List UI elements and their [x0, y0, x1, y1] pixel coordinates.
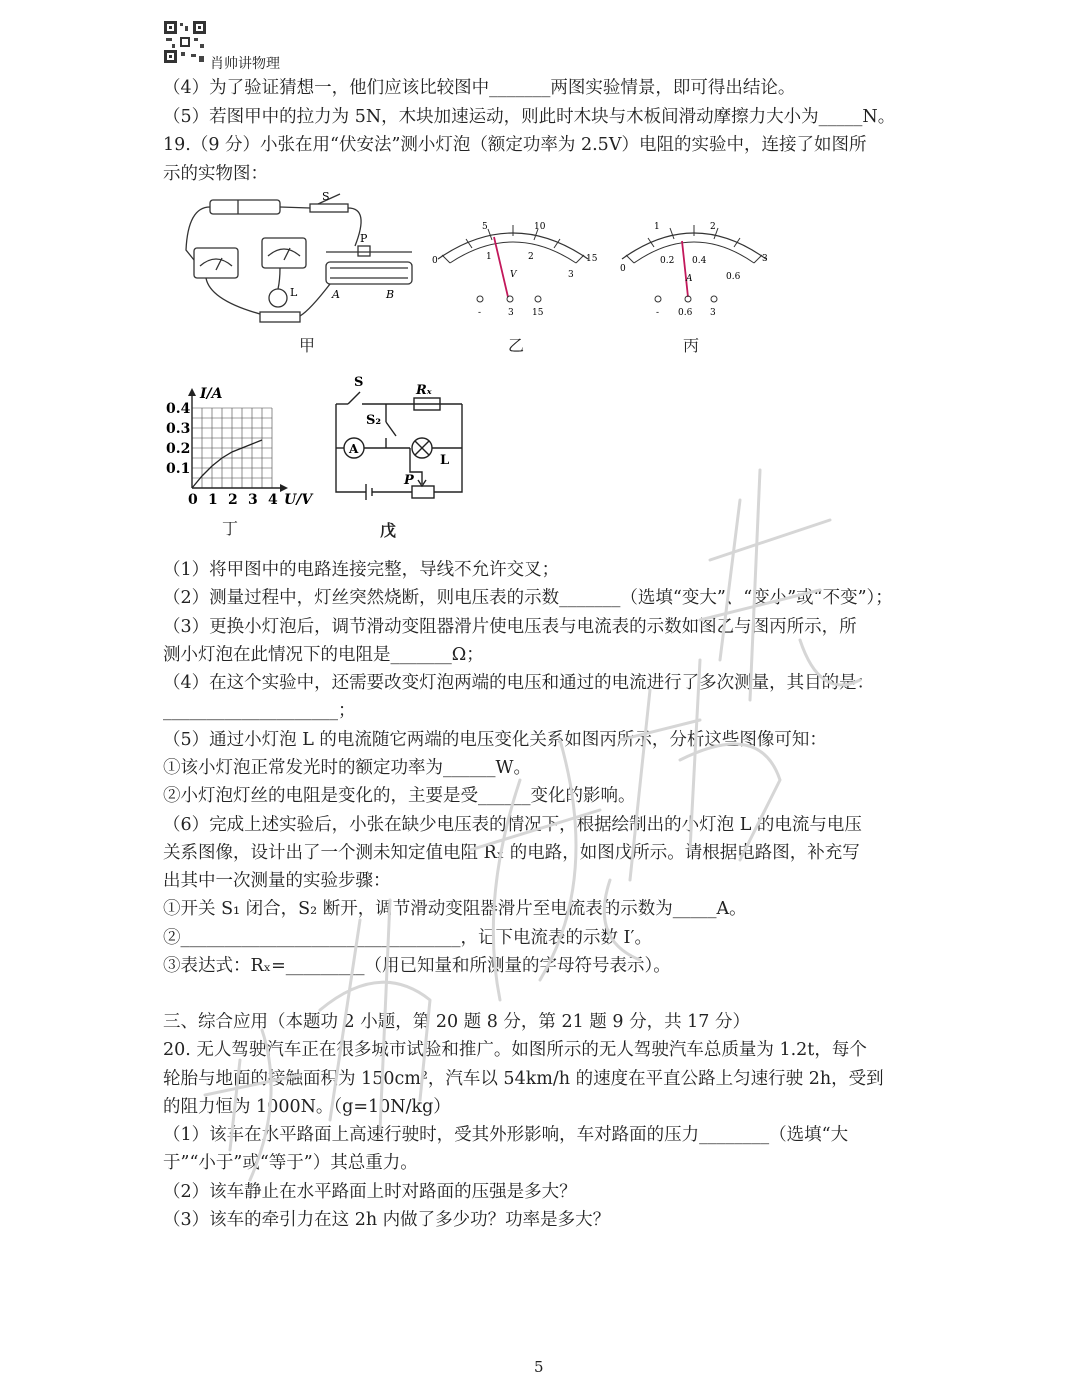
q20-part-2: （2）该车静止在水平路面上时对路面的压强是多大？ — [163, 1182, 577, 1202]
q19-part-4-blank: ____________________； — [163, 701, 356, 721]
bing-tick-0-6: 0.6 — [726, 272, 741, 282]
q19-part-6: （6）完成上述实验后，小张在缺少电压表的情况下，根据绘制出的小灯泡 L 的电流与电压 — [163, 815, 862, 835]
yi-terminal-3: 3 — [508, 308, 514, 318]
figure-ding-iu-graph — [160, 380, 330, 510]
ding-ytick-label: 0.3 — [166, 421, 191, 437]
bing-tick-0: 0 — [620, 264, 626, 274]
ding-curve — [192, 440, 262, 488]
q19-part-6-cont2: 出其中一次测量的实验步骤： — [163, 871, 391, 891]
q19-part-3-cont: 测小灯泡在此情况下的电阻是_______Ω； — [163, 645, 484, 665]
ding-xlabel: U/V — [284, 492, 313, 508]
brand-name: 肖帅讲物理 — [210, 56, 280, 72]
ding-xtick-label: 4 — [268, 492, 278, 508]
yi-tick-15: 15 — [586, 254, 598, 264]
q19-part-3: （3）更换小灯泡后，调节滑动变阻器滑片使电压表与电流表的示数如图乙与图丙所示，所 — [163, 617, 857, 637]
ding-ytick-label: 0.4 — [166, 401, 191, 417]
q20-stem-cont2: 的阻力恒为 1000N。（g=10N/kg） — [163, 1097, 451, 1117]
section-3-heading: 三、综合应用（本题功 2 小题，第 20 题 8 分，第 21 题 9 分，共 17 分） — [163, 1012, 750, 1032]
q20-stem: 20. 无人驾驶汽车正在很多城市试验和推广。如图所示的无人驾驶汽车总质量为 1.2t，每个 — [163, 1040, 867, 1060]
figure-wu-circuit-diagram — [330, 372, 470, 502]
figure-wu-caption: 戊 — [380, 521, 397, 540]
yi-tick-top-5: 5 — [482, 222, 488, 232]
q19-part-5-2: ②小灯泡灯丝的电阻是变化的，主要是受______变化的影响。 — [163, 786, 636, 806]
figure-jia-caption: 甲 — [299, 336, 316, 355]
bing-terminal-0-6: 0.6 — [678, 308, 693, 318]
bing-terminal-minus: - — [656, 308, 660, 318]
q19-part-6-step2: ②________________________________，记下电流表的示数 I′。 — [163, 928, 652, 948]
figure-ding-caption: 丁 — [222, 519, 239, 538]
bing-tick-top-1: 1 — [654, 222, 660, 232]
bing-tick-0-4: 0.4 — [692, 256, 707, 266]
wu-label-p: P — [404, 473, 414, 488]
q19-part-6-step1: ①开关 S₁ 闭合，S₂ 断开，调节滑动变阻器滑片至电流表的示数为_____A。 — [163, 899, 747, 919]
jia-label-p: P — [360, 232, 368, 245]
jia-label-a: A — [332, 288, 340, 301]
jia-label-b: B — [386, 288, 395, 301]
yi-unit: V — [510, 270, 517, 280]
figure-bing-caption: 丙 — [683, 336, 700, 355]
bing-tick-3: 3 — [762, 254, 768, 264]
ding-xtick-label: 0 — [188, 492, 198, 508]
ding-xtick-label: 3 — [248, 492, 258, 508]
bing-tick-top-2: 2 — [710, 222, 716, 232]
question-18-5: （5）若图甲中的拉力为 5N，木块加速运动，则此时木块与木板间滑动摩擦力大小为_____N。 — [163, 107, 896, 127]
q19-part-6-step3: ③表达式：Rₓ=_________（用已知量和所测量的字母符号表示）。 — [163, 956, 671, 976]
yi-terminal-15: 15 — [532, 308, 544, 318]
yi-terminal-minus: - — [478, 308, 482, 318]
yi-tick-2: 2 — [528, 252, 534, 262]
figure-yi-caption: 乙 — [508, 336, 525, 355]
jia-label-s: S — [322, 190, 330, 203]
qr-code-icon — [163, 20, 207, 64]
jia-label-l: L — [290, 286, 298, 299]
wu-label-l: L — [440, 453, 450, 468]
wu-label-a: A — [349, 442, 359, 456]
q20-part-1: （1）该车在水平路面上高速行驶时，受其外形影响，车对路面的压力________（选填“大 — [163, 1125, 849, 1145]
bing-tick-0-2: 0.2 — [660, 256, 675, 266]
figure-bing-ammeter — [612, 215, 782, 325]
ding-xtick-label: 1 — [208, 492, 218, 508]
ding-ytick-label: 0.2 — [166, 441, 191, 457]
question-19-stem-cont: 示的实物图： — [163, 164, 268, 184]
bing-terminal-3: 3 — [710, 308, 716, 318]
q19-part-5-1: ①该小灯泡正常发光时的额定功率为______W。 — [163, 758, 531, 778]
wu-label-s2: S₂ — [366, 413, 382, 428]
q19-part-5: （5）通过小灯泡 L 的电流随它两端的电压变化关系如图丙所示，分析这些图像可知： — [163, 730, 827, 750]
wu-label-rx: Rₓ — [416, 383, 432, 398]
figure-jia-circuit — [180, 190, 425, 330]
bing-unit: A — [686, 274, 693, 284]
yi-tick-1: 1 — [486, 252, 492, 262]
q20-stem-cont: 轮胎与地面的接触面积为 150cm²，汽车以 54km/h 的速度在平直公路上匀速行驶 2h，受到 — [163, 1069, 884, 1089]
q19-part-4: （4）在这个实验中，还需要改变灯泡两端的电压和通过的电流进行了多次测量，其目的是： — [163, 673, 875, 693]
q20-part-1-cont: 于”“小于”或“等于”）其总重力。 — [163, 1153, 418, 1173]
wu-label-s: S — [354, 375, 364, 390]
q20-part-3: （3）该车的牵引力在这 2h 内做了多少功？功率是多大？ — [163, 1210, 611, 1230]
yi-tick-3: 3 — [568, 270, 574, 280]
q19-part-1: （1）将甲图中的电路连接完整，导线不允许交叉； — [163, 560, 560, 580]
q19-part-2: （2）测量过程中，灯丝突然烧断，则电压表的示数_______（选填“变大”、“变小”或“不变”）； — [163, 588, 893, 608]
ding-ylabel: I/A — [200, 386, 223, 402]
question-18-4: （4）为了验证猜想一，他们应该比较图中_______两图实验情景，即可得出结论。 — [163, 78, 796, 98]
yi-tick-top-10: 10 — [534, 222, 546, 232]
ding-xtick-label: 2 — [228, 492, 238, 508]
yi-tick-0: 0 — [432, 256, 438, 266]
page-number: 5 — [534, 1358, 544, 1376]
q19-part-6-cont: 关系图像，设计出了一个测未知定值电阻 Rₓ 的电路，如图戊所示。请根据电路图，补充写 — [163, 843, 860, 863]
question-19-stem: 19.（9 分）小张在用“伏安法”测小灯泡（额定功率为 2.5V）电阻的实验中，连接了如图所 — [163, 135, 867, 155]
ding-ytick-label: 0.1 — [166, 461, 191, 477]
figure-yi-voltmeter — [428, 215, 608, 325]
